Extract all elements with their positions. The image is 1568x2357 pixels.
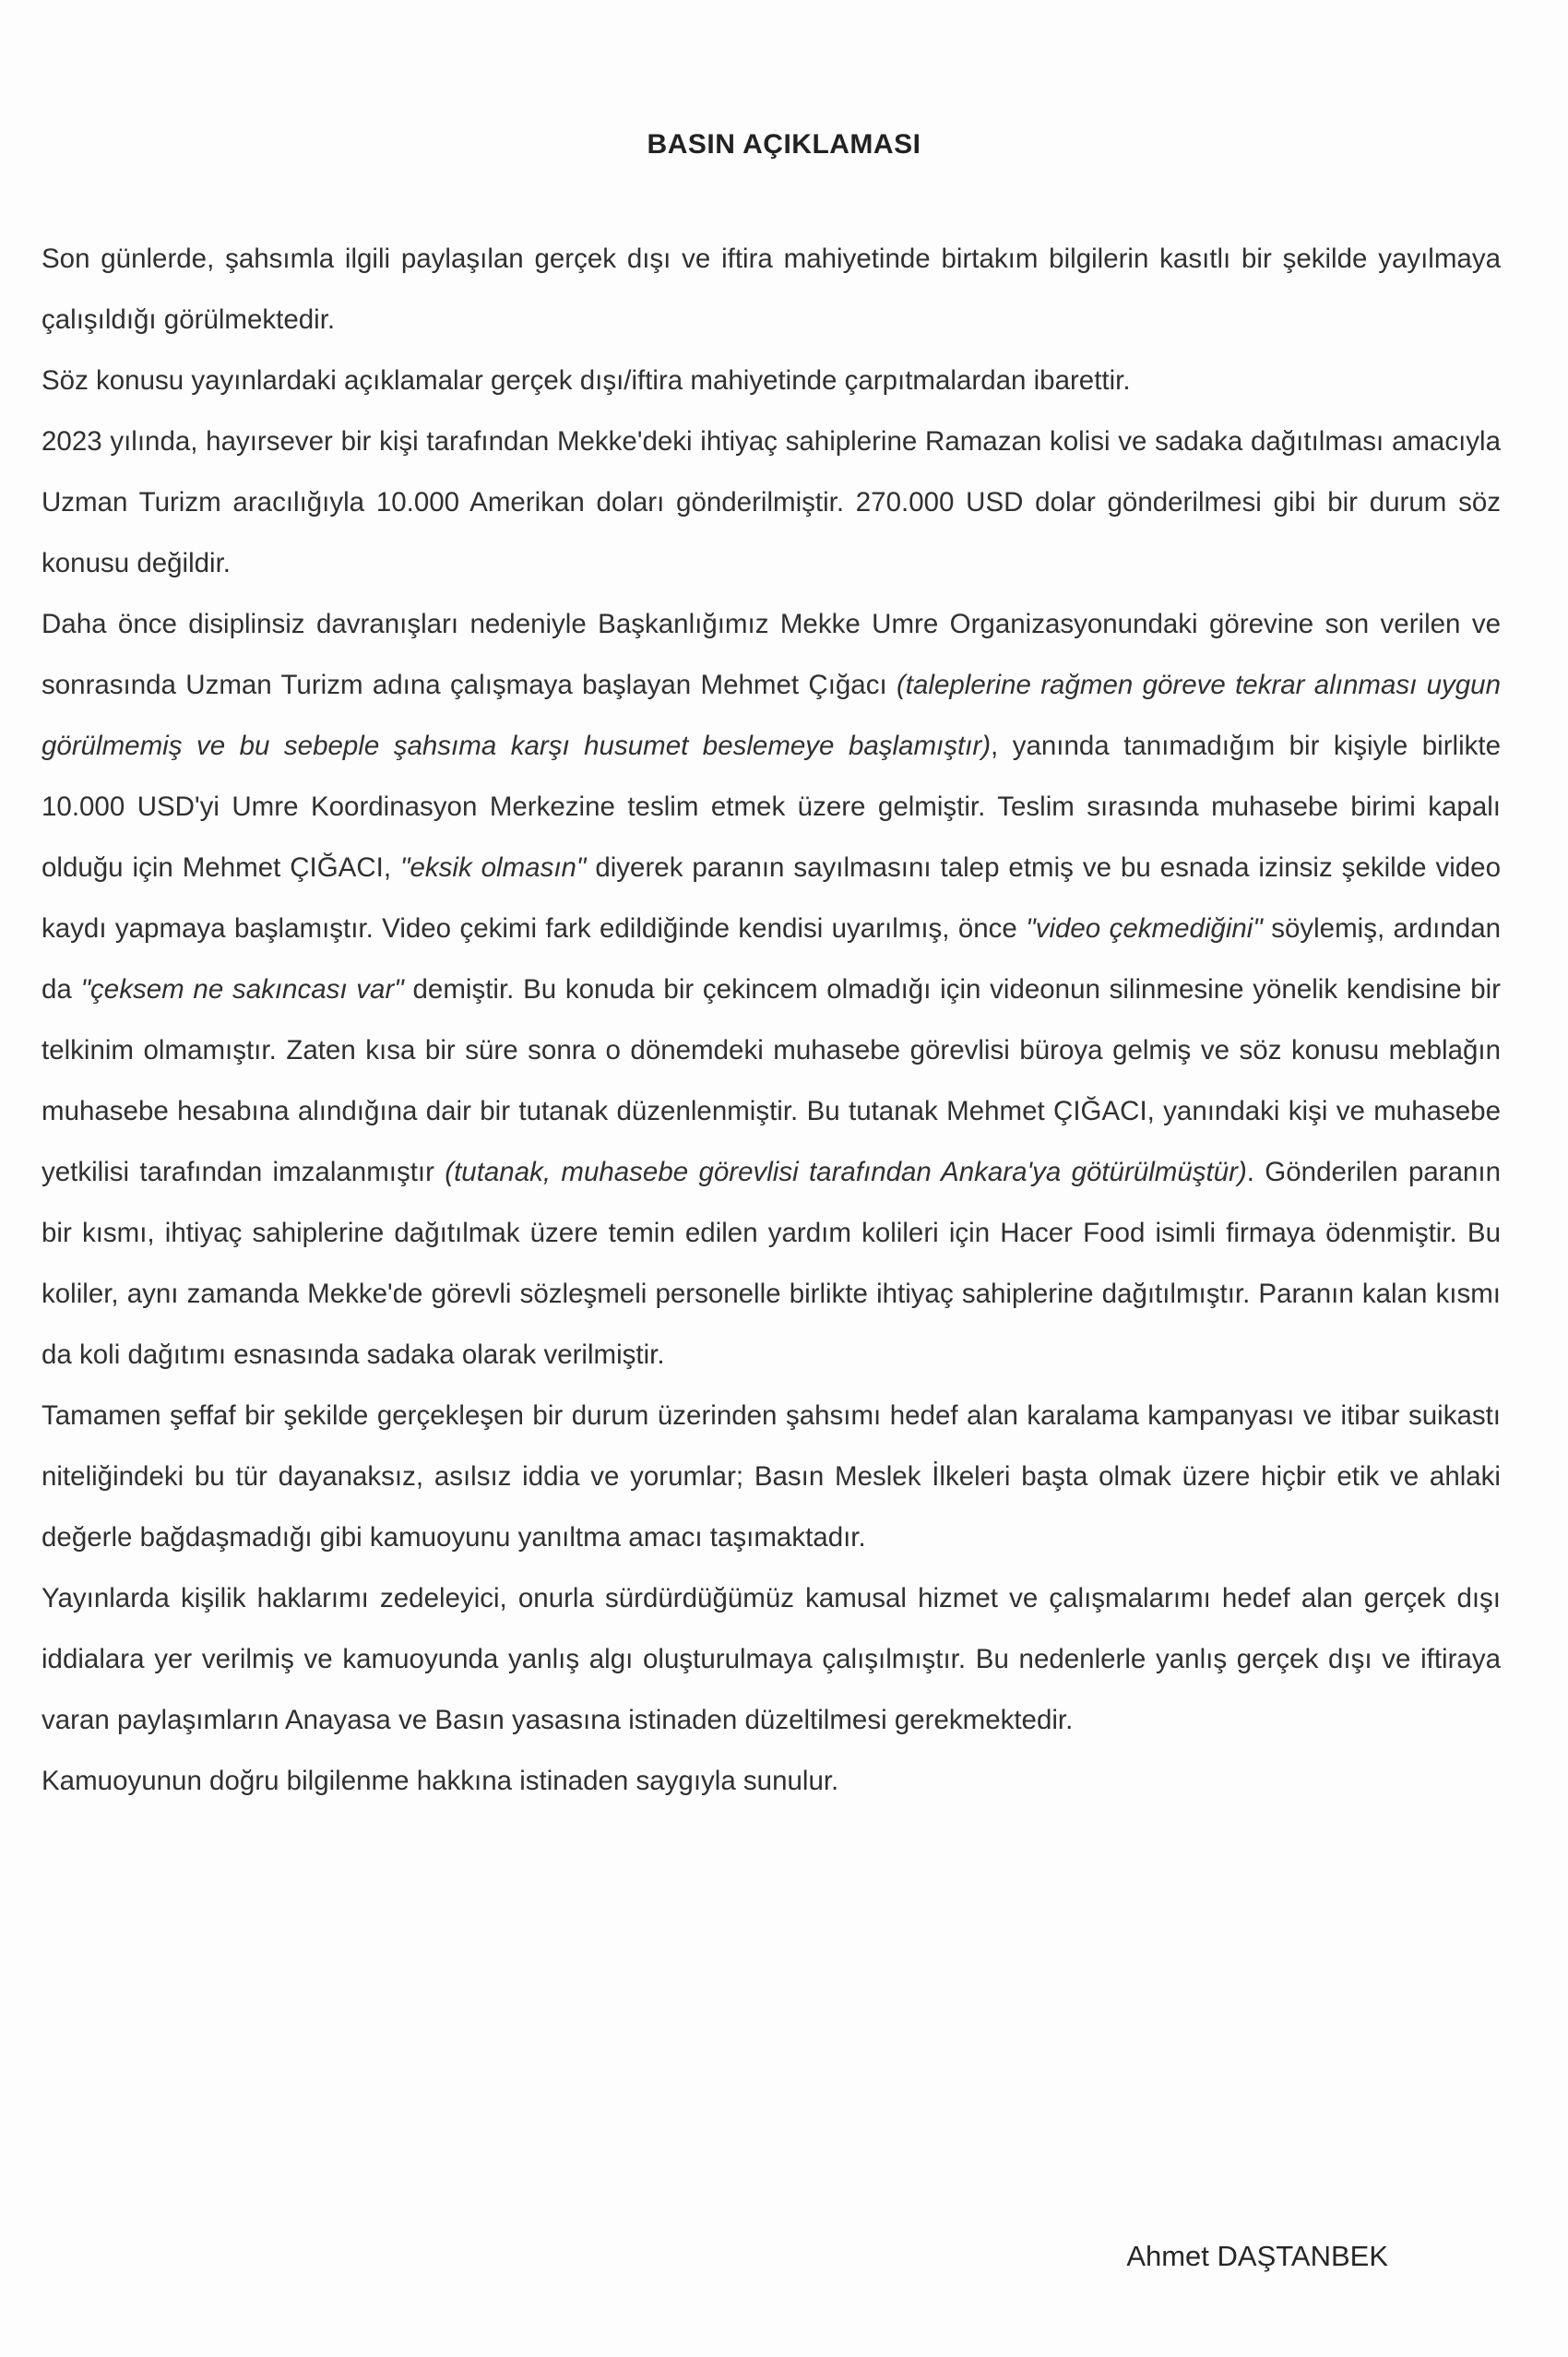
paragraph-7: Kamuoyunun doğru bilgilenme hakkına istinaden saygıyla sunulur. (42, 1766, 839, 1796)
paragraph-4-italic-5: (tutanak, muhasebe görevlisi tarafından Ankara'ya götürülmüştür) (445, 1157, 1247, 1187)
paragraph-1: Son günlerde, şahsımla ilgili paylaşılan gerçek dışı ve iftira mahiyetinde birtakım bilgilerin kasıtlı bir şekilde yayılmaya çalışıldığı görülmektedir. (42, 244, 1501, 335)
paragraph-4-text-5: demiştir. Bu konuda bir çekincem olmadığı için videonun silinmesine yönelik kendisine bir telkinim olmamıştır. Zaten kısa bir süre sonra o dönemdeki muhasebe görevlisi büroya gelmiş ve söz konusu meblağın muhasebe hesabına alındığına dair bir tutanak düzenlenmiştir. Bu tutanak Mehmet ÇIĞACI, yanındaki kişi ve muhasebe yetkilisi tarafından imzalanmıştır (42, 974, 1501, 1187)
paragraph-4-italic-3: "video çekmediğini" (1026, 913, 1263, 944)
document-title: BASIN AÇIKLAMASI (647, 129, 921, 160)
paragraph-4-text-1: Daha önce disiplinsiz davranışları nedeniyle Başkanlığımız Mekke Umre Organizasyonundaki görevine son verilen ve sonrasında Uzman Turizm adına çalışmaya başlayan Mehmet Çığacı (42, 609, 1501, 700)
paragraph-4-text-6: . Gönderilen paranın bir kısmı, ihtiyaç sahiplerine dağıtılmak üzere temin edilen yardım kolileri için Hacer Food isimli firmaya ödenmiştir. Bu koliler, aynı zamanda Mekke'de görevli sözleşmeli personelle birlikte ihtiyaç sahiplerine dağıtılmıştır. Paranın kalan kısmı da koli dağıtımı esnasında sadaka olarak verilmiştir. (42, 1157, 1501, 1370)
paragraph-4-text-3: diyerek paranın sayılmasını talep etmiş ve bu esnada izinsiz şekilde video kaydı yapmaya başlamıştır. Video çekimi fark edildiğinde kendisi uyarılmış, önce (42, 852, 1501, 944)
paragraph-4-italic-2: "eksik olmasın" (400, 852, 587, 883)
paragraph-4-text-4: söylemiş, ardından da (42, 913, 1502, 1005)
paragraph-5: Tamamen şeffaf bir şekilde gerçekleşen bir durum üzerinden şahsımı hedef alan karalama kampanyası ve itibar suikastı niteliğindeki bu tür dayanaksız, asılsız iddia ve yorumlar; Basın Meslek İlkeleri başta olmak üzere hiçbir etik ve ahlaki değerle bağdaşmadığı gibi kamuoyunu yanıltma amacı taşımaktadır. (42, 1400, 1501, 1553)
paragraph-2: Söz konusu yayınlardaki açıklamalar gerçek dışı/iftira mahiyetinde çarpıtmalardan ibarettir. (42, 365, 1131, 396)
paragraph-4-italic-4: "çeksem ne sakıncası var" (80, 974, 404, 1005)
paragraph-4 (42, 594, 1501, 1386)
paragraph-6: Yayınlarda kişilik haklarımı zedeleyici, onurla sürdürdüğümüz kamusal hizmet ve çalışmalarımı hedef alan gerçek dışı iddialara yer verilmiş ve kamuoyunda yanlış algı oluşturulmaya çalışılmıştır. Bu nedenlerle yanlış gerçek dışı ve iftiraya varan paylaşımların Anayasa ve Basın yasasına istinaden düzeltilmesi gerekmektedir. (42, 1583, 1501, 1735)
document-body (42, 229, 1501, 1812)
paragraph-4-text-2: , yanında tanımadığım bir kişiyle birlikte 10.000 USD'yi Umre Koordinasyon Merkezine teslim etmek üzere gelmiştir. Teslim sırasında muhasebe birimi kapalı olduğu için Mehmet ÇIĞACI, (42, 731, 1501, 883)
paragraph-3: 2023 yılında, hayırsever bir kişi tarafından Mekke'deki ihtiyaç sahiplerine Ramazan kolisi ve sadaka dağıtılması amacıyla Uzman Turizm aracılığıyla 10.000 Amerikan doları gönderilmiştir. 270.000 USD dolar gönderilmesi gibi bir durum söz konusu değildir. (42, 426, 1501, 578)
signature-name: Ahmet DAŞTANBEK (1126, 2240, 1388, 2272)
paragraph-4-italic-1: (taleplerine rağmen göreve tekrar alınması uygun görülmemiş ve bu sebeple şahsıma karşı husumet beslemeye başlamıştır) (42, 670, 1501, 761)
